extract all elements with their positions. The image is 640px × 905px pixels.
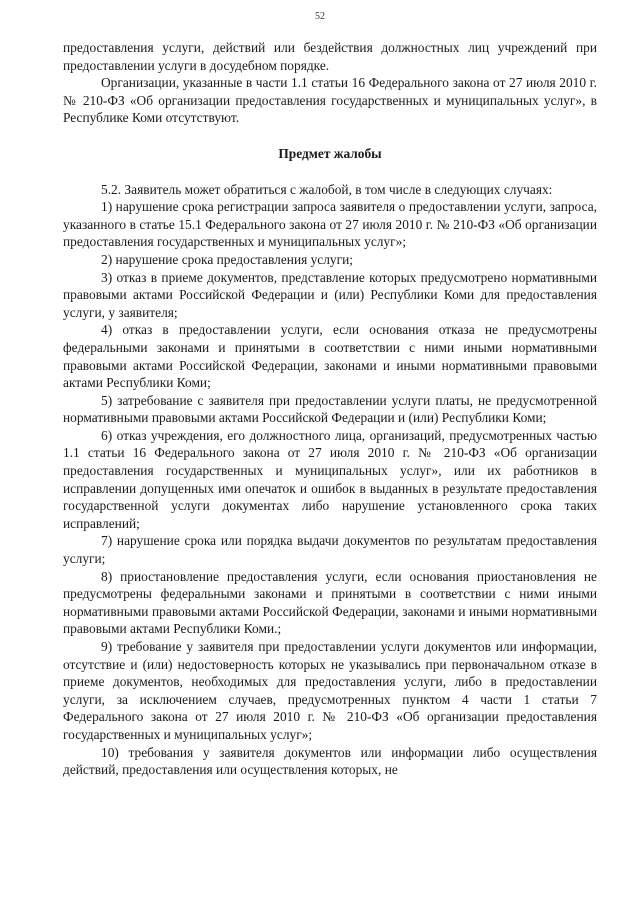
list-item-6: 6) отказ учреждения, его должностного лица, организаций, предусмотренных частью 1.1 статьи 16 Федерального закона от 27 июля 2010 г. № 210-ФЗ «Об организации предоставления государственных и муниципальных услуг», или их работников в исправлении допущенных ими опечаток и ошибок в выданных в результате предоставления государственной услуги документах либо нарушение установленного срока таких исправлений; [63,427,597,531]
list-item-2: 2) нарушение срока предоставления услуги; [101,251,354,267]
list-item-1: 1) нарушение срока регистрации запроса заявителя о предоставлении услуги, запроса, указанного в статье 15.1 Федерального закона от 27 июля 2010 г. № 210-ФЗ «Об организации предоставления государственных и муниципальных услуг»; [63,199,597,250]
list-item-9: 9) требование у заявителя при предоставлении услуги документов или информации, отсутствие и (или) недостоверность которых не указывались при первоначальном отказе в приеме документов, необходимых для предоставления услуги, либо в предоставлении услуги, за исключением случаев, предусмотренных пунктом 4 части 1 статьи 7 Федерального закона от 27 июля 2010 г. № 210-ФЗ «Об организации предоставления государственных и муниципальных услуг»; [63,639,597,742]
list-item-10: 10) требования у заявителя документов или информации либо осуществления действий, предоставления или осуществления которых, не [63,744,597,778]
paragraph-organizations: Организации, указанные в части 1.1 статьи 16 Федерального закона от 27 июля 2010 г. № 210-ФЗ «Об организации предоставления государственных и муниципальных услуг», в Республике Коми отсутствуют. [63,75,597,126]
list-item-5: 5) затребование с заявителя при предоставлении услуги платы, не предусмотренной нормативными правовыми актами Российской Федерации и (или) Республики Коми; [63,392,597,426]
paragraph-5-2: 5.2. Заявитель может обратиться с жалобой, в том числе в следующих случаях: [101,181,553,197]
paragraph-continuation: предоставления услуги, действий или бездействия должностных лиц учреждений при предоставлении услуги в досудебном порядке. [63,40,597,73]
page-number: 52 [315,11,325,22]
section-heading: Предмет жалобы [278,145,382,161]
document-body [63,39,597,779]
list-item-4: 4) отказ в предоставлении услуги, если основания отказа не предусмотрены федеральными законами и принятыми в соответствии с ними иными нормативными правовыми актами Российской Федерации, законами и иными нормативными правовыми актами Республики Коми; [63,322,597,391]
list-item-3: 3) отказ в приеме документов, представление которых предусмотрено нормативными правовыми актами Российской Федерации и (или) Республики Коми для предоставления услуги, у заявителя; [63,269,597,320]
list-item-8: 8) приостановление предоставления услуги, если основания приостановления не предусмотрены федеральными законами и принятыми в соответствии с ними иными нормативными правовыми актами Российской Федерации, законами и иными нормативными правовыми актами Республики Коми.; [63,568,597,637]
list-item-7: 7) нарушение срока или порядка выдачи документов по результатам предоставления услуги; [63,533,597,567]
